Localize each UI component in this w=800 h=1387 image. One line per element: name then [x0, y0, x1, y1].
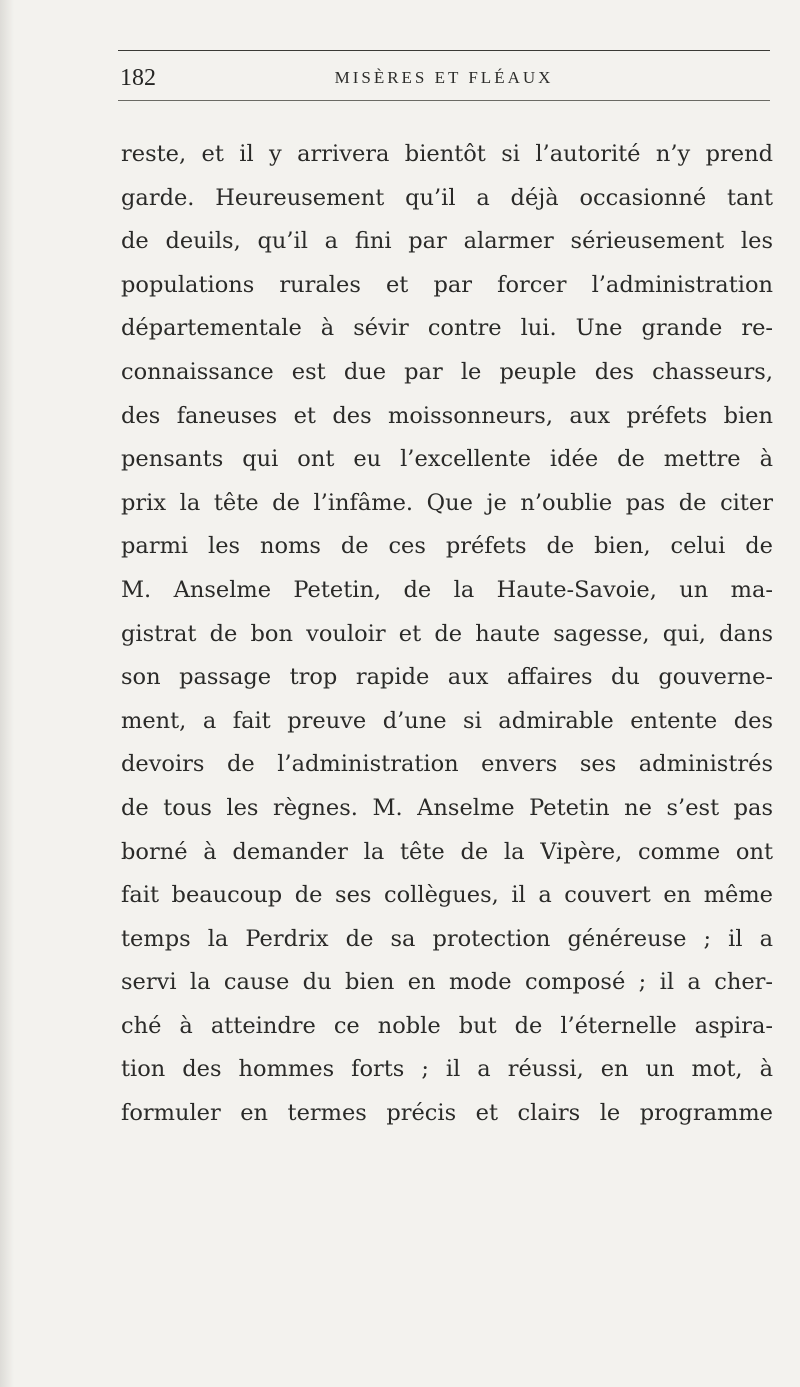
- page-number: 182: [120, 65, 156, 91]
- text-line: populations rurales et par forcer l’administration: [121, 271, 773, 298]
- text-line: reste, et il y arrivera bientôt si l’autorité n’y prend: [121, 141, 773, 167]
- text-line: gistrat de bon vouloir et de haute sagesse, qui, dans: [121, 620, 773, 647]
- text-line: temps la Perdrix de sa protection généreuse ; il a: [121, 925, 773, 952]
- text-line: formuler en termes précis et clairs le programme: [121, 1100, 773, 1127]
- text-line: M. Anselme Petetin, de la Haute-Savoie, un ma-: [121, 576, 773, 603]
- text-line: son passage trop rapide aux affaires du gouverne-: [121, 664, 773, 691]
- text-line: connaissance est due par le peuple des chasseurs,: [121, 358, 773, 385]
- running-title: MISÈRES ET FLÉAUX: [334, 68, 554, 87]
- header-rule-top: [118, 50, 770, 51]
- header-rule-bottom: [118, 100, 770, 101]
- text-line: servi la cause du bien en mode composé ; il a cher-: [121, 969, 773, 996]
- text-line: tion des hommes forts ; il a réussi, en un mot, à: [121, 1056, 773, 1083]
- text-line: de tous les règnes. M. Anselme Petetin ne s’est pas: [121, 794, 773, 821]
- text-line: de deuils, qu’il a fini par alarmer sérieusement les: [121, 228, 773, 255]
- text-line: parmi les noms de ces préfets de bien, celui de: [121, 533, 773, 560]
- text-line: ché à atteindre ce noble but de l’éternelle aspira-: [121, 1012, 773, 1039]
- text-line: des faneuses et des moissonneurs, aux préfets bien: [121, 402, 773, 429]
- page-header: [118, 50, 770, 102]
- binding-shadow: [0, 0, 14, 1387]
- text-line: garde. Heureusement qu’il a déjà occasionné tant: [121, 184, 773, 211]
- text-line: ment, a fait preuve d’une si admirable entente des: [121, 707, 773, 734]
- text-line: départementale à sévir contre lui. Une grande re-: [121, 315, 773, 342]
- text-line: borné à demander la tête de la Vipère, comme ont: [121, 838, 773, 865]
- text-line: pensants qui ont eu l’excellente idée de mettre à: [121, 446, 773, 473]
- text-line: prix la tête de l’infâme. Que je n’oublie pas de citer: [121, 489, 773, 516]
- text-line: devoirs de l’administration envers ses administrés: [121, 751, 773, 778]
- body-text: [121, 133, 773, 1136]
- text-line: fait beaucoup de ses collègues, il a couvert en même: [121, 882, 773, 909]
